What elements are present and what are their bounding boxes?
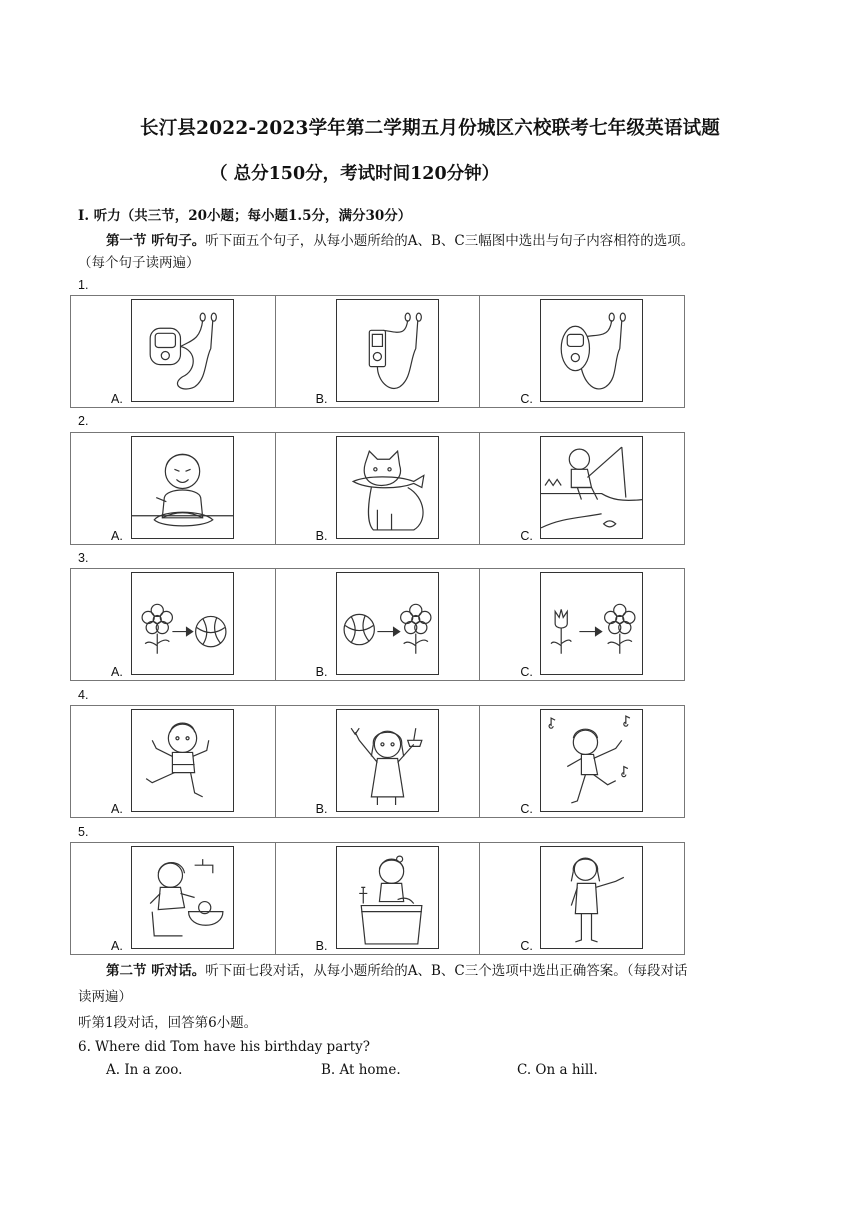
- girl-magic-icon: [336, 709, 439, 812]
- part1-title: 第一节 听句子。: [106, 233, 206, 249]
- option-label: B.: [315, 665, 328, 679]
- girl-waving-icon: [540, 846, 643, 949]
- option-label: C.: [520, 802, 533, 816]
- option-label: B.: [315, 939, 328, 953]
- picture-table-q1: [70, 295, 685, 408]
- option-label: A.: [111, 802, 123, 816]
- option-cell[interactable]: [480, 706, 684, 817]
- boy-fishing-icon: [540, 436, 643, 539]
- mp3-player-icon: [540, 299, 643, 402]
- option-cell[interactable]: [71, 706, 276, 817]
- tulip-to-flower-icon: [540, 572, 643, 675]
- part2-instruction: [106, 960, 687, 982]
- picture-table-q4: [70, 705, 685, 818]
- option-label: C.: [520, 392, 533, 406]
- option-label: A.: [111, 529, 123, 543]
- option-cell[interactable]: [480, 433, 684, 544]
- girl-washing-dog-icon: [131, 846, 234, 949]
- ball-to-flower-icon: [336, 572, 439, 675]
- dialogue-instruction: 听第1段对话，回答第6小题。: [78, 1015, 258, 1031]
- option-label: A.: [111, 939, 123, 953]
- picture-table-q5: [70, 842, 685, 955]
- option-cell[interactable]: [276, 706, 481, 817]
- part1-instruction: [106, 230, 694, 252]
- answer-option-c[interactable]: C. On a hill.: [517, 1062, 598, 1078]
- answer-option-b[interactable]: B. At home.: [321, 1062, 401, 1078]
- option-cell[interactable]: [276, 569, 481, 680]
- option-cell[interactable]: [276, 843, 481, 954]
- boy-kung-fu-icon: [131, 709, 234, 812]
- option-label: C.: [520, 665, 533, 679]
- question-number: 4.: [78, 688, 89, 702]
- picture-table-q2: [70, 432, 685, 545]
- question-number: 3.: [78, 551, 89, 565]
- boy-dancing-icon: [540, 709, 643, 812]
- option-cell[interactable]: [71, 569, 276, 680]
- option-label: B.: [315, 529, 328, 543]
- boy-eating-fish-icon: [131, 436, 234, 539]
- part2-title: 第二节 听对话。: [106, 963, 206, 979]
- question-number: 2.: [78, 414, 89, 428]
- option-cell[interactable]: [480, 843, 684, 954]
- option-label: B.: [315, 802, 328, 816]
- exam-info: （ 总分150分，考试时间120分钟）: [210, 164, 500, 184]
- option-label: C.: [520, 529, 533, 543]
- mp3-player-icon: [131, 299, 234, 402]
- question-number: 5.: [78, 825, 89, 839]
- option-cell[interactable]: [71, 296, 276, 407]
- option-label: B.: [315, 392, 328, 406]
- girl-cooking-icon: [336, 846, 439, 949]
- option-cell[interactable]: [71, 433, 276, 544]
- option-cell[interactable]: [276, 296, 481, 407]
- part2-text: 听下面七段对话，从每小题所给的A、B、C三个选项中选出正确答案。（每段对话: [205, 963, 688, 979]
- question-number: 1.: [78, 278, 89, 292]
- flower-to-ball-icon: [131, 572, 234, 675]
- section-heading-listening: I. 听力（共三节，20小题；每小题1.5分，满分30分）: [78, 208, 412, 224]
- option-label: A.: [111, 665, 123, 679]
- page-title: 长汀县2022-2023学年第二学期五月份城区六校联考七年级英语试题: [140, 118, 720, 139]
- option-label: C.: [520, 939, 533, 953]
- option-cell[interactable]: [480, 296, 684, 407]
- answer-option-a[interactable]: A. In a zoo.: [106, 1062, 183, 1078]
- part1-note: （每个句子读两遍）: [78, 255, 200, 271]
- picture-table-q3: [70, 568, 685, 681]
- part1-text: 听下面五个句子，从每小题所给的A、B、C三幅图中选出与句子内容相符的选项。: [205, 233, 695, 249]
- question-6: 6. Where did Tom have his birthday party?: [78, 1039, 370, 1055]
- cat-with-fish-icon: [336, 436, 439, 539]
- option-cell[interactable]: [480, 569, 684, 680]
- option-cell[interactable]: [71, 843, 276, 954]
- mp3-player-icon: [336, 299, 439, 402]
- option-label: A.: [111, 392, 123, 406]
- option-cell[interactable]: [276, 433, 481, 544]
- part2-text-cont: 读两遍）: [78, 989, 132, 1005]
